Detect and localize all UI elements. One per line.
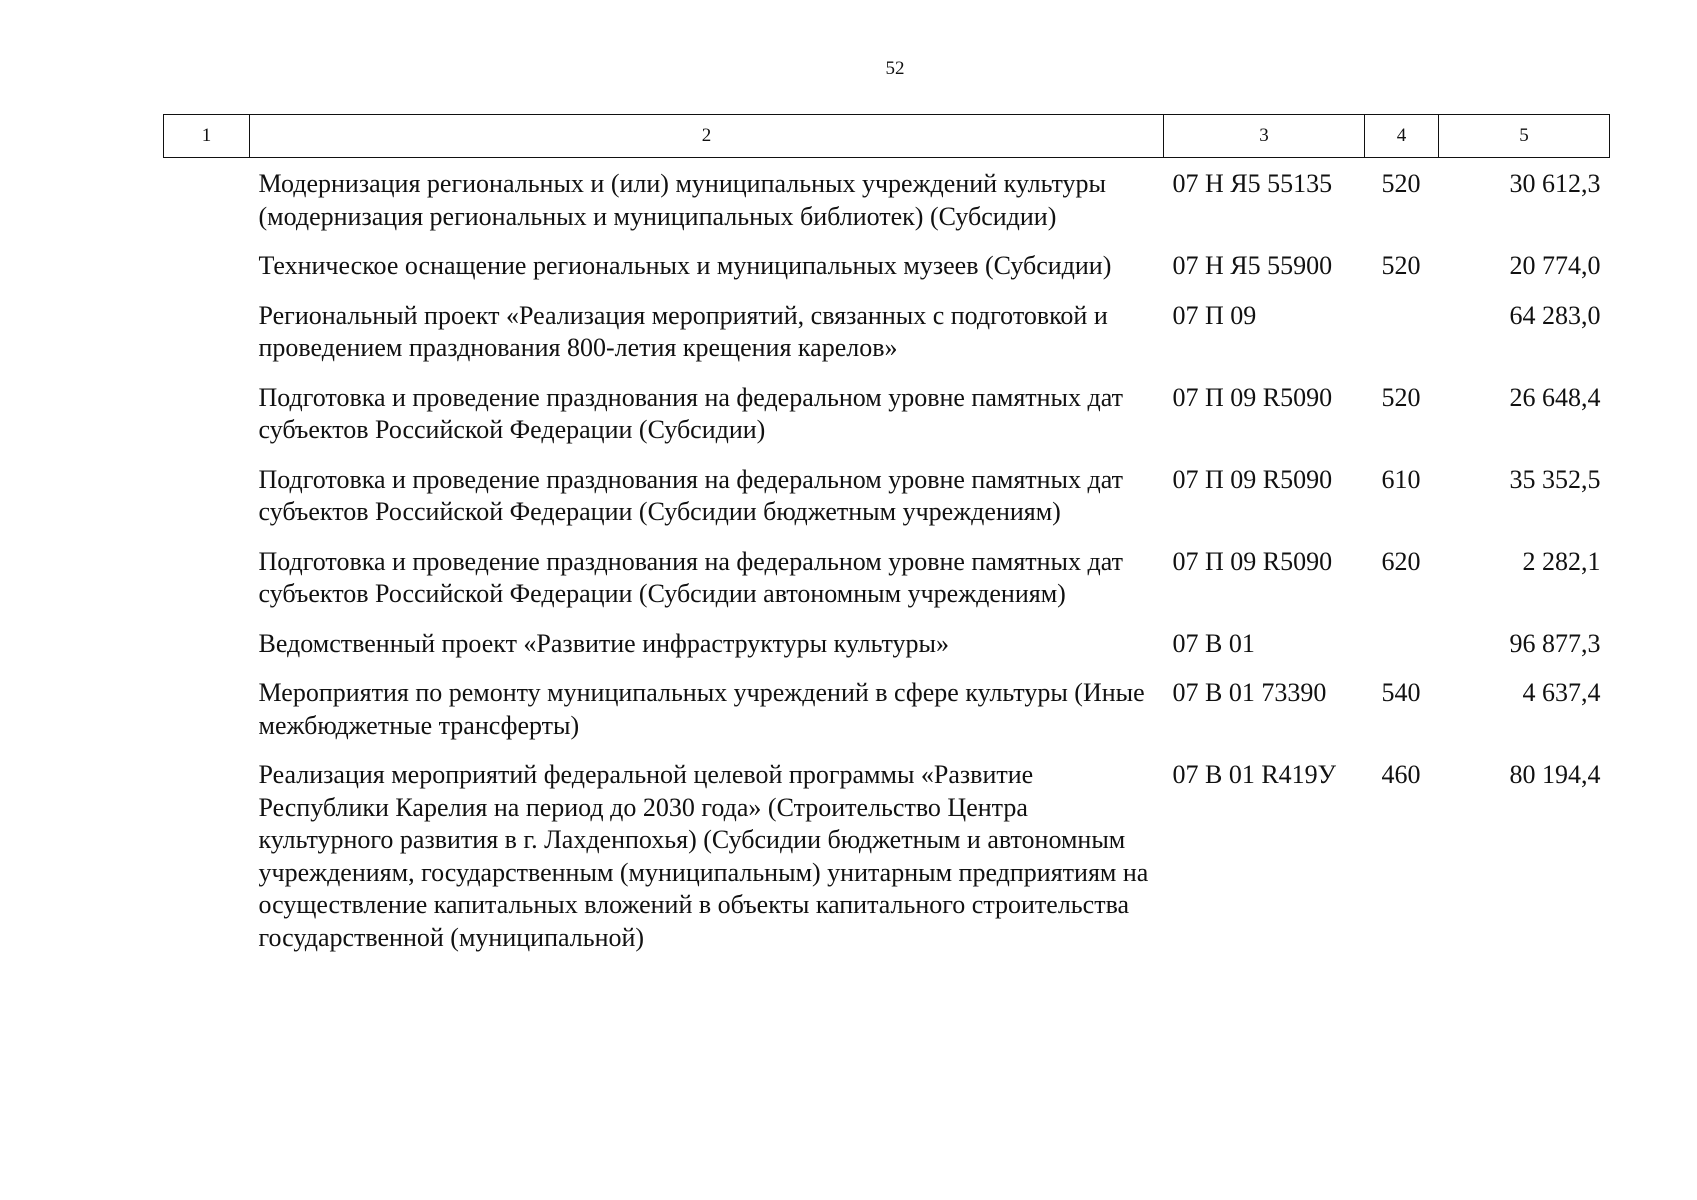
amount-cell: 64 283,0 xyxy=(1509,300,1601,330)
expense-kind-cell: 520 xyxy=(1381,251,1421,280)
target-code-cell: 07 В 01 73390 xyxy=(1172,678,1327,707)
amount-cell: 2 282,1 xyxy=(1522,546,1601,576)
row-number-cell xyxy=(164,158,250,251)
table-row xyxy=(164,158,1610,251)
expense-kind-cell: 520 xyxy=(1381,382,1421,412)
target-code-cell: 07 В 01 xyxy=(1172,628,1255,658)
row-number-cell xyxy=(164,546,250,628)
table-row xyxy=(164,464,1610,546)
row-number-cell xyxy=(164,628,250,678)
target-code-cell: 07 В 01 R419У xyxy=(1172,760,1337,789)
amount-cell: 80 194,4 xyxy=(1509,760,1601,789)
amount-cell: 20 774,0 xyxy=(1509,251,1601,280)
target-code-cell: 07 П 09 xyxy=(1172,300,1257,330)
row-number-cell xyxy=(164,677,250,759)
column-numbers-row xyxy=(164,115,1610,158)
expense-name-cell: Подготовка и проведение празднования на федеральном уровне памятных дат субъектов Российской Федерации (Субсидии автономным учреждениям) xyxy=(258,546,1123,608)
expense-name-cell: Модернизация региональных и (или) муниципальных учреждений культуры (модернизация региональных и муниципальных библиотек) (Субсидии) xyxy=(258,169,1107,231)
expense-name-cell: Ведомственный проект «Развитие инфраструктуры культуры» xyxy=(258,628,950,658)
table-row xyxy=(164,677,1610,759)
page-number: 52 xyxy=(885,58,905,79)
target-code-cell: 07 П 09 R5090 xyxy=(1172,546,1333,576)
row-number-cell xyxy=(164,250,250,300)
expense-kind-cell: 610 xyxy=(1381,464,1421,494)
column-header-2: 2 xyxy=(250,115,1164,158)
table-row xyxy=(164,628,1610,678)
row-number-cell xyxy=(164,759,250,971)
row-number-cell xyxy=(164,464,250,546)
target-code-cell: 07 Н Я5 55135 xyxy=(1172,169,1333,198)
amount-cell: 30 612,3 xyxy=(1509,169,1601,198)
table-row xyxy=(164,546,1610,628)
expense-name-cell: Мероприятия по ремонту муниципальных учреждений в сфере культуры (Иные межбюджетные трансферты) xyxy=(258,678,1145,740)
expense-name-cell: Подготовка и проведение празднования на федеральном уровне памятных дат субъектов Российской Федерации (Субсидии) xyxy=(258,382,1123,444)
table-row xyxy=(164,759,1610,971)
expense-kind-cell: 540 xyxy=(1381,678,1421,707)
expense-kind-cell: 460 xyxy=(1381,760,1421,789)
expense-name-cell: Техническое оснащение региональных и муниципальных музеев (Субсидии) xyxy=(258,251,1112,280)
column-header-5: 5 xyxy=(1439,115,1610,158)
row-number-cell xyxy=(164,300,250,382)
expense-kind-cell: 520 xyxy=(1381,169,1421,198)
column-header-4: 4 xyxy=(1365,115,1439,158)
row-number-cell xyxy=(164,382,250,464)
table-row xyxy=(164,382,1610,464)
budget-table xyxy=(163,114,1610,971)
target-code-cell: 07 П 09 R5090 xyxy=(1172,382,1333,412)
table-row xyxy=(164,250,1610,300)
amount-cell: 96 877,3 xyxy=(1509,628,1601,658)
expense-name-cell: Региональный проект «Реализация мероприятий, связанных с подготовкой и проведением празднования 800-летия крещения карелов» xyxy=(258,300,1108,362)
expense-kind-cell xyxy=(1365,300,1439,382)
expense-name-cell: Подготовка и проведение празднования на федеральном уровне памятных дат субъектов Российской Федерации (Субсидии бюджетным учреждениям) xyxy=(258,464,1123,526)
column-header-1: 1 xyxy=(164,115,250,158)
amount-cell: 26 648,4 xyxy=(1509,382,1601,412)
expense-kind-cell xyxy=(1365,628,1439,678)
column-header-3: 3 xyxy=(1164,115,1365,158)
expense-kind-cell: 620 xyxy=(1381,546,1421,576)
expense-name-cell: Реализация мероприятий федеральной целевой программы «Развитие Республики Карелия на период до 2030 года» (Строительство Центра культурного развития в г. Лахденпохья) (Субсидии бюджетным и автономным учреждениям, государственным (муниципальным) унитарным предприятиям на осуществление капитальных вложений в объекты капитального строительства государственной (муниципальной) xyxy=(258,760,1149,952)
amount-cell: 35 352,5 xyxy=(1509,464,1601,494)
budget-table-container xyxy=(163,114,1609,971)
amount-cell: 4 637,4 xyxy=(1522,678,1601,707)
target-code-cell: 07 Н Я5 55900 xyxy=(1172,251,1333,280)
target-code-cell: 07 П 09 R5090 xyxy=(1172,464,1333,494)
table-row xyxy=(164,300,1610,382)
